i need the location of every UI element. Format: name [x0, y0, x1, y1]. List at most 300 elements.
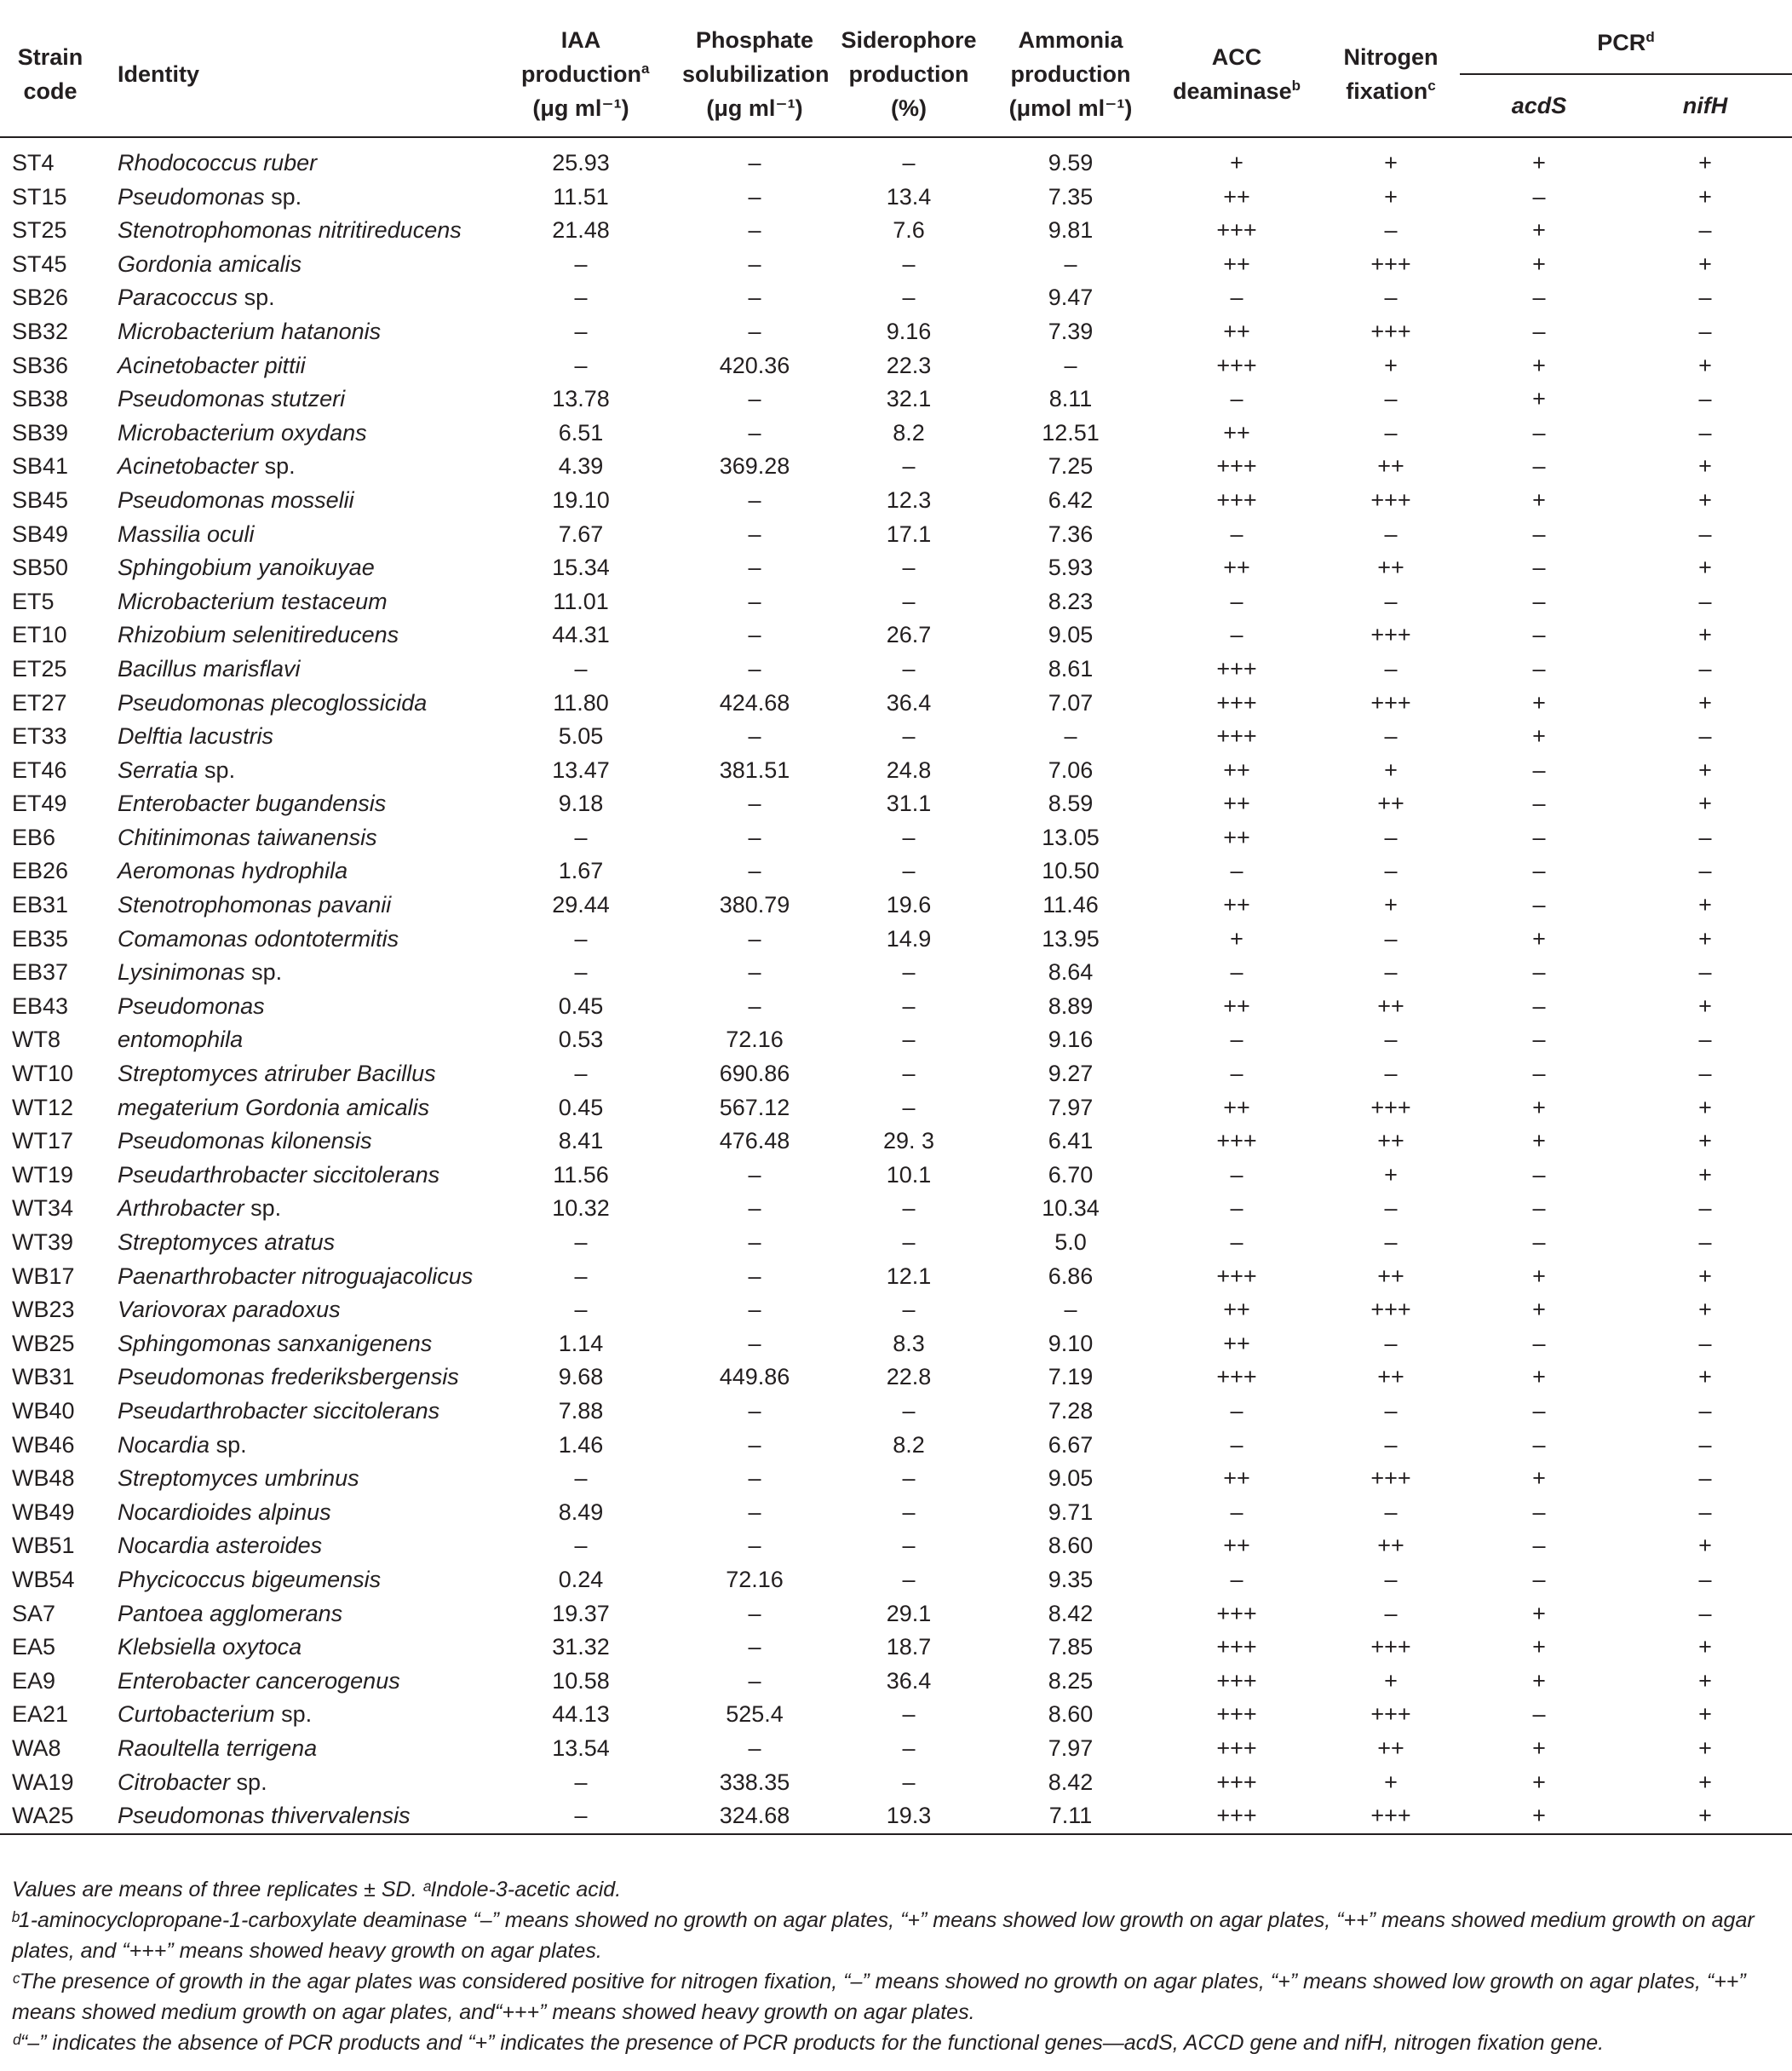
cell-phosphate: 72.16 [726, 1566, 784, 1592]
cell-acc: – [1230, 521, 1243, 547]
cell-identity [106, 1698, 480, 1732]
identity-name: Streptomyces atratus [118, 1229, 336, 1255]
cell-iaa: 1.14 [558, 1330, 604, 1356]
cell-nitrogen: – [1384, 217, 1398, 244]
identity-name: Enterobacter bugandensis [118, 791, 387, 817]
cell-ammonia: 8.89 [1048, 992, 1094, 1019]
table-row [0, 1395, 1792, 1429]
cell-phosphate: – [748, 1161, 761, 1188]
cell-strain-code: SB50 [12, 555, 69, 581]
cell-strain-code: SB38 [12, 386, 69, 412]
cell-nifh: + [1698, 453, 1712, 480]
table-row [0, 1125, 1792, 1159]
cell-strain-code: EB35 [12, 925, 69, 952]
cell-iaa: – [574, 1061, 588, 1087]
cell-acds: + [1532, 1094, 1546, 1120]
header-phosphate: Phosphate solubilization (μg ml⁻¹) [682, 27, 830, 121]
identity-name: Enterobacter cancerogenus [118, 1667, 400, 1694]
cell-iaa: 9.18 [558, 791, 604, 817]
cell-acds: + [1532, 925, 1546, 952]
cell-nitrogen: – [1384, 1499, 1398, 1525]
cell-strain-code: ET25 [12, 655, 67, 682]
cell-iaa: 1.46 [558, 1431, 604, 1458]
cell-phosphate: – [748, 1263, 761, 1289]
cell-siderophore: – [902, 1094, 916, 1120]
table-row [0, 1429, 1792, 1463]
cell-phosphate: – [748, 1667, 761, 1694]
cell-identity [106, 821, 480, 855]
cell-siderophore: – [902, 824, 916, 850]
cell-nifh: + [1698, 1533, 1712, 1559]
cell-iaa: 44.31 [552, 622, 610, 648]
cell-strain-code: ET46 [12, 756, 67, 783]
identity-name: Pseudomonas thivervalensis [118, 1803, 411, 1829]
cell-phosphate: – [748, 1533, 761, 1559]
cell-nifh: – [1698, 1600, 1712, 1626]
identity-suffix: sp. [230, 1769, 267, 1795]
cell-nitrogen: ++ [1377, 1533, 1404, 1559]
cell-siderophore: 14.9 [886, 925, 932, 952]
identity-name: Sphingobium yanoikuyae [118, 555, 375, 581]
cell-acc: +++ [1216, 453, 1257, 480]
cell-identity [106, 1159, 480, 1193]
cell-identity [106, 1125, 480, 1159]
cell-phosphate: 476.48 [719, 1128, 790, 1154]
cell-identity [106, 349, 480, 383]
cell-siderophore: 13.4 [886, 183, 932, 210]
cell-acc: – [1230, 1061, 1243, 1087]
cell-acds: + [1532, 1263, 1546, 1289]
cell-acc: +++ [1216, 655, 1257, 682]
cell-phosphate: – [748, 183, 761, 210]
cell-identity [106, 687, 480, 721]
cell-acc: +++ [1216, 1128, 1257, 1154]
header-siderophore: Siderophore production (%) [841, 27, 977, 121]
cell-acc: +++ [1216, 689, 1257, 716]
identity-name: Pseudomonas [118, 992, 265, 1019]
cell-nitrogen: +++ [1370, 486, 1411, 513]
cell-acds: + [1532, 386, 1546, 412]
cell-siderophore: – [902, 1297, 916, 1323]
cell-acds: – [1532, 1701, 1546, 1728]
cell-phosphate: 380.79 [719, 892, 790, 918]
cell-siderophore: 29.1 [886, 1600, 932, 1626]
cell-nifh: + [1698, 352, 1712, 378]
cell-identity [106, 1429, 480, 1463]
cell-ammonia: 9.27 [1048, 1061, 1094, 1087]
cell-iaa: – [574, 1803, 588, 1829]
cell-iaa: 11.01 [553, 588, 609, 614]
cell-iaa: 7.67 [558, 521, 604, 547]
cell-ammonia: 7.19 [1048, 1364, 1094, 1390]
identity-name: Pseudomonas kilonensis [118, 1128, 372, 1154]
identity-name: Streptomyces umbrinus [118, 1465, 359, 1492]
cell-iaa: 10.58 [552, 1667, 610, 1694]
cell-siderophore: – [902, 992, 916, 1019]
header-iaa: IAA production$^a$ (μg ml⁻¹) [521, 27, 650, 121]
cell-nitrogen: – [1384, 655, 1398, 682]
cell-iaa: – [574, 655, 588, 682]
cell-iaa: 13.54 [552, 1734, 610, 1761]
cell-strain-code: ST15 [12, 183, 67, 210]
cell-acds: + [1532, 217, 1546, 244]
table-row [0, 349, 1792, 383]
cell-strain-code: WT17 [12, 1128, 74, 1154]
cell-strain-code: ET33 [12, 723, 67, 750]
cell-iaa: 11.51 [553, 183, 609, 210]
table-row [0, 1192, 1792, 1226]
cell-ammonia: 7.06 [1048, 756, 1094, 783]
table-row [0, 720, 1792, 754]
cell-acds: – [1532, 892, 1546, 918]
identity-name: Pseudomonas plecoglossicida [118, 689, 428, 716]
identity-name: Variovorax paradoxus [118, 1297, 341, 1323]
identity-name: Delftia lacustris [118, 723, 274, 750]
cell-acc: +++ [1216, 1734, 1257, 1761]
cell-iaa: 19.10 [552, 486, 610, 513]
cell-nifh: – [1698, 1229, 1712, 1255]
identity-name: Rhizobium selenitireducens [118, 622, 399, 648]
identity-name: Phycicoccus bigeumensis [118, 1566, 382, 1592]
cell-nitrogen: +++ [1370, 1803, 1411, 1829]
table-row [0, 1023, 1792, 1057]
cell-acds: – [1532, 1533, 1546, 1559]
cell-iaa: 0.45 [558, 992, 604, 1019]
cell-nitrogen: +++ [1370, 1701, 1411, 1728]
cell-acds: + [1532, 1634, 1546, 1660]
cell-iaa: 44.13 [552, 1701, 610, 1728]
cell-nifh: – [1698, 588, 1712, 614]
cell-siderophore: – [902, 1027, 916, 1053]
cell-iaa: – [574, 925, 588, 952]
cell-nitrogen: – [1384, 824, 1398, 850]
cell-nifh: + [1698, 250, 1712, 277]
cell-nitrogen: – [1384, 1195, 1398, 1222]
identity-name: Pseudomonas stutzeri [118, 386, 346, 412]
identity-name: Pseudomonas [118, 183, 265, 210]
cell-siderophore: 9.16 [886, 318, 932, 344]
cell-nitrogen: – [1384, 1027, 1398, 1053]
cell-nifh: + [1698, 1634, 1712, 1660]
cell-ammonia: 6.67 [1048, 1431, 1094, 1458]
cell-iaa: 10.32 [552, 1195, 610, 1222]
cell-acds: + [1532, 1364, 1546, 1390]
identity-name: Microbacterium hatanonis [118, 318, 382, 344]
table-row [0, 248, 1792, 282]
cell-acds: + [1532, 1128, 1546, 1154]
table-row [0, 1496, 1792, 1530]
cell-acds: + [1532, 1297, 1546, 1323]
cell-nitrogen: + [1384, 1161, 1398, 1188]
cell-nitrogen: ++ [1377, 791, 1404, 817]
cell-phosphate: 369.28 [719, 453, 790, 480]
cell-identity [106, 1631, 480, 1665]
cell-nifh: + [1698, 183, 1712, 210]
identity-name: Nocardia [118, 1431, 210, 1458]
cell-strain-code: SB39 [12, 419, 69, 446]
cell-ammonia: 13.05 [1042, 824, 1100, 850]
cell-nifh: – [1698, 386, 1712, 412]
table-row [0, 484, 1792, 518]
cell-nifh: – [1698, 1465, 1712, 1492]
cell-acc: ++ [1223, 892, 1250, 918]
identity-suffix: sp. [210, 1431, 247, 1458]
cell-identity [106, 1226, 480, 1260]
cell-acds: – [1532, 1431, 1546, 1458]
cell-nitrogen: – [1384, 1431, 1398, 1458]
cell-acc: +++ [1216, 1364, 1257, 1390]
cell-strain-code: ST4 [12, 150, 55, 175]
cell-acc: + [1230, 150, 1243, 175]
cell-nitrogen: – [1384, 1566, 1398, 1592]
cell-ammonia: 9.05 [1048, 622, 1094, 648]
cell-nifh: + [1698, 622, 1712, 648]
cell-identity [106, 1563, 480, 1597]
cell-ammonia: 12.51 [1042, 419, 1100, 446]
cell-siderophore: – [902, 1499, 916, 1525]
cell-iaa: 25.93 [552, 150, 610, 175]
cell-strain-code: WA19 [12, 1769, 74, 1795]
identity-name: megaterium Gordonia amicalis [118, 1094, 430, 1120]
cell-siderophore: 19.3 [886, 1803, 932, 1829]
table-row [0, 281, 1792, 315]
cell-nitrogen: – [1384, 959, 1398, 986]
identity-name: Massilia oculi [118, 521, 255, 547]
cell-siderophore: – [902, 1465, 916, 1492]
cell-phosphate: – [748, 217, 761, 244]
table-row [0, 1327, 1792, 1361]
identity-name: Pseudarthrobacter siccitolerans [118, 1161, 440, 1188]
cell-acds: – [1532, 555, 1546, 581]
cell-acc: – [1230, 1161, 1243, 1188]
cell-siderophore: – [902, 250, 916, 277]
cell-ammonia: 5.93 [1048, 555, 1094, 581]
cell-identity [106, 484, 480, 518]
cell-nitrogen: + [1384, 892, 1398, 918]
cell-siderophore: 36.4 [886, 689, 932, 716]
cell-strain-code: SB32 [12, 318, 69, 344]
cell-nitrogen: – [1384, 1600, 1398, 1626]
cell-ammonia: 8.11 [1048, 386, 1093, 412]
cell-ammonia: 9.16 [1048, 1027, 1094, 1053]
cell-nifh: – [1698, 1195, 1712, 1222]
cell-phosphate: – [748, 824, 761, 850]
cell-nitrogen: – [1384, 925, 1398, 952]
cell-acc: +++ [1216, 1634, 1257, 1660]
cell-strain-code: EB37 [12, 959, 69, 986]
table-row [0, 383, 1792, 417]
cell-nifh: – [1698, 1397, 1712, 1424]
cell-nitrogen: +++ [1370, 1465, 1411, 1492]
cell-ammonia: 9.47 [1048, 285, 1094, 311]
identity-name: Lysinimonas [118, 959, 245, 986]
cell-acds: + [1532, 352, 1546, 378]
cell-siderophore: 19.6 [886, 892, 932, 918]
cell-acds: + [1532, 250, 1546, 277]
cell-strain-code: ST25 [12, 217, 67, 244]
cell-identity [106, 214, 480, 248]
cell-acds: – [1532, 1397, 1546, 1424]
cell-phosphate: – [748, 1229, 761, 1255]
identity-name: Rhodococcus ruber [118, 150, 318, 175]
cell-siderophore: 22.8 [886, 1364, 932, 1390]
cell-phosphate: 449.86 [719, 1364, 790, 1390]
table-row [0, 1799, 1792, 1834]
cell-nifh: + [1698, 925, 1712, 952]
cell-acc: ++ [1223, 824, 1250, 850]
table-row [0, 315, 1792, 349]
cell-acc: – [1230, 1027, 1243, 1053]
cell-nitrogen: – [1384, 723, 1398, 750]
cell-strain-code: WT39 [12, 1229, 74, 1255]
cell-acc: +++ [1216, 1600, 1257, 1626]
footnote: Values are means of three replicates ± SD. ᵃIndole-3-acetic acid. [12, 1878, 622, 1901]
table-row [0, 1057, 1792, 1091]
cell-acc: ++ [1223, 756, 1250, 783]
cell-nitrogen: – [1384, 1330, 1398, 1356]
identity-name: entomophila [118, 1027, 244, 1053]
cell-iaa: – [574, 285, 588, 311]
table-row [0, 618, 1792, 653]
cell-phosphate: – [748, 925, 761, 952]
table-row [0, 137, 1792, 181]
cell-acds: – [1532, 1195, 1546, 1222]
identity-name: Citrobacter [118, 1769, 231, 1795]
cell-acc: +++ [1216, 1803, 1257, 1829]
cell-identity [106, 990, 480, 1024]
cell-iaa: – [574, 1229, 588, 1255]
cell-identity [106, 1327, 480, 1361]
cell-phosphate: 381.51 [719, 756, 790, 783]
cell-siderophore: – [902, 588, 916, 614]
cell-acds: – [1532, 1229, 1546, 1255]
cell-identity [106, 1732, 480, 1766]
cell-strain-code: WT19 [12, 1161, 74, 1188]
cell-identity [106, 417, 480, 451]
cell-strain-code: WB25 [12, 1330, 75, 1356]
cell-ammonia: 9.05 [1048, 1465, 1094, 1492]
cell-identity [106, 281, 480, 315]
table-row [0, 1260, 1792, 1294]
table-row [0, 518, 1792, 552]
cell-phosphate: – [748, 655, 761, 682]
cell-phosphate: 324.68 [719, 1803, 790, 1829]
cell-acds: – [1532, 588, 1546, 614]
cell-siderophore: 22.3 [886, 352, 932, 378]
cell-ammonia: 8.42 [1048, 1769, 1094, 1795]
cell-siderophore: – [902, 959, 916, 986]
cell-acds: – [1532, 756, 1546, 783]
cell-siderophore: 17.1 [886, 521, 932, 547]
cell-strain-code: ET49 [12, 791, 67, 817]
cell-ammonia: 9.35 [1048, 1566, 1094, 1592]
table-row [0, 854, 1792, 889]
cell-phosphate: – [748, 622, 761, 648]
cell-siderophore: – [902, 1566, 916, 1592]
cell-acds: – [1532, 453, 1546, 480]
cell-phosphate: – [748, 318, 761, 344]
cell-ammonia: – [1064, 352, 1077, 378]
cell-identity [106, 518, 480, 552]
cell-strain-code: SA7 [12, 1600, 56, 1626]
cell-nitrogen: + [1384, 1667, 1398, 1694]
cell-acc: ++ [1223, 1094, 1250, 1120]
cell-acds: – [1532, 858, 1546, 884]
identity-name: Nocardia asteroides [118, 1533, 323, 1559]
cell-iaa: 4.39 [558, 453, 604, 480]
cell-phosphate: – [748, 1397, 761, 1424]
cell-nifh: + [1698, 1094, 1712, 1120]
cell-nifh: + [1698, 1701, 1712, 1728]
identity-name: Gordonia amicalis [118, 250, 302, 277]
table-row [0, 787, 1792, 821]
cell-strain-code: ST45 [12, 250, 67, 277]
cell-ammonia: 8.25 [1048, 1667, 1094, 1694]
table-row [0, 956, 1792, 990]
table-body [0, 137, 1792, 1834]
cell-acds: + [1532, 689, 1546, 716]
cell-siderophore: 12.1 [886, 1263, 932, 1289]
cell-iaa: 5.05 [558, 723, 604, 750]
cell-nitrogen: – [1384, 419, 1398, 446]
cell-phosphate: – [748, 555, 761, 581]
cell-acc: ++ [1223, 1465, 1250, 1492]
cell-nifh: – [1698, 217, 1712, 244]
identity-name: Paracoccus [118, 285, 238, 311]
cell-ammonia: 7.25 [1048, 453, 1094, 480]
cell-nifh: + [1698, 1161, 1712, 1188]
identity-name: Aeromonas hydrophila [118, 858, 348, 884]
cell-strain-code: EB26 [12, 858, 69, 884]
cell-nifh: – [1698, 824, 1712, 850]
cell-nitrogen: + [1384, 756, 1398, 783]
cell-acds: – [1532, 992, 1546, 1019]
cell-siderophore: – [902, 1397, 916, 1424]
cell-nitrogen: – [1384, 858, 1398, 884]
table-row [0, 1563, 1792, 1597]
cell-identity [106, 1192, 480, 1226]
header-identity: Identity [118, 61, 200, 87]
cell-iaa: – [574, 824, 588, 850]
cell-identity [106, 923, 480, 957]
cell-siderophore: – [902, 1734, 916, 1761]
cell-nifh: – [1698, 318, 1712, 344]
identity-suffix: sp. [258, 453, 296, 480]
header-acc: ACC deaminase$^b$ [1173, 44, 1301, 104]
cell-iaa: 19.37 [552, 1600, 610, 1626]
cell-strain-code: SB26 [12, 285, 69, 311]
cell-nitrogen: ++ [1377, 555, 1404, 581]
cell-ammonia: 7.97 [1048, 1734, 1094, 1761]
cell-ammonia: 5.0 [1054, 1229, 1087, 1255]
cell-siderophore: 24.8 [886, 756, 932, 783]
header-nifh: nifH [1682, 93, 1728, 118]
cell-siderophore: 7.6 [893, 217, 925, 244]
cell-siderophore: 8.2 [893, 419, 925, 446]
cell-ammonia: 7.97 [1048, 1094, 1094, 1120]
cell-ammonia: 7.85 [1048, 1634, 1094, 1660]
identity-name: Bacillus marisflavi [118, 655, 301, 682]
cell-identity [106, 1529, 480, 1563]
cell-acds: + [1532, 486, 1546, 513]
cell-siderophore: 32.1 [886, 386, 932, 412]
cell-siderophore: – [902, 655, 916, 682]
cell-siderophore: – [902, 150, 916, 175]
cell-identity [106, 248, 480, 282]
cell-identity [106, 551, 480, 585]
cell-ammonia: 6.70 [1048, 1161, 1094, 1188]
cell-acc: – [1230, 285, 1243, 311]
